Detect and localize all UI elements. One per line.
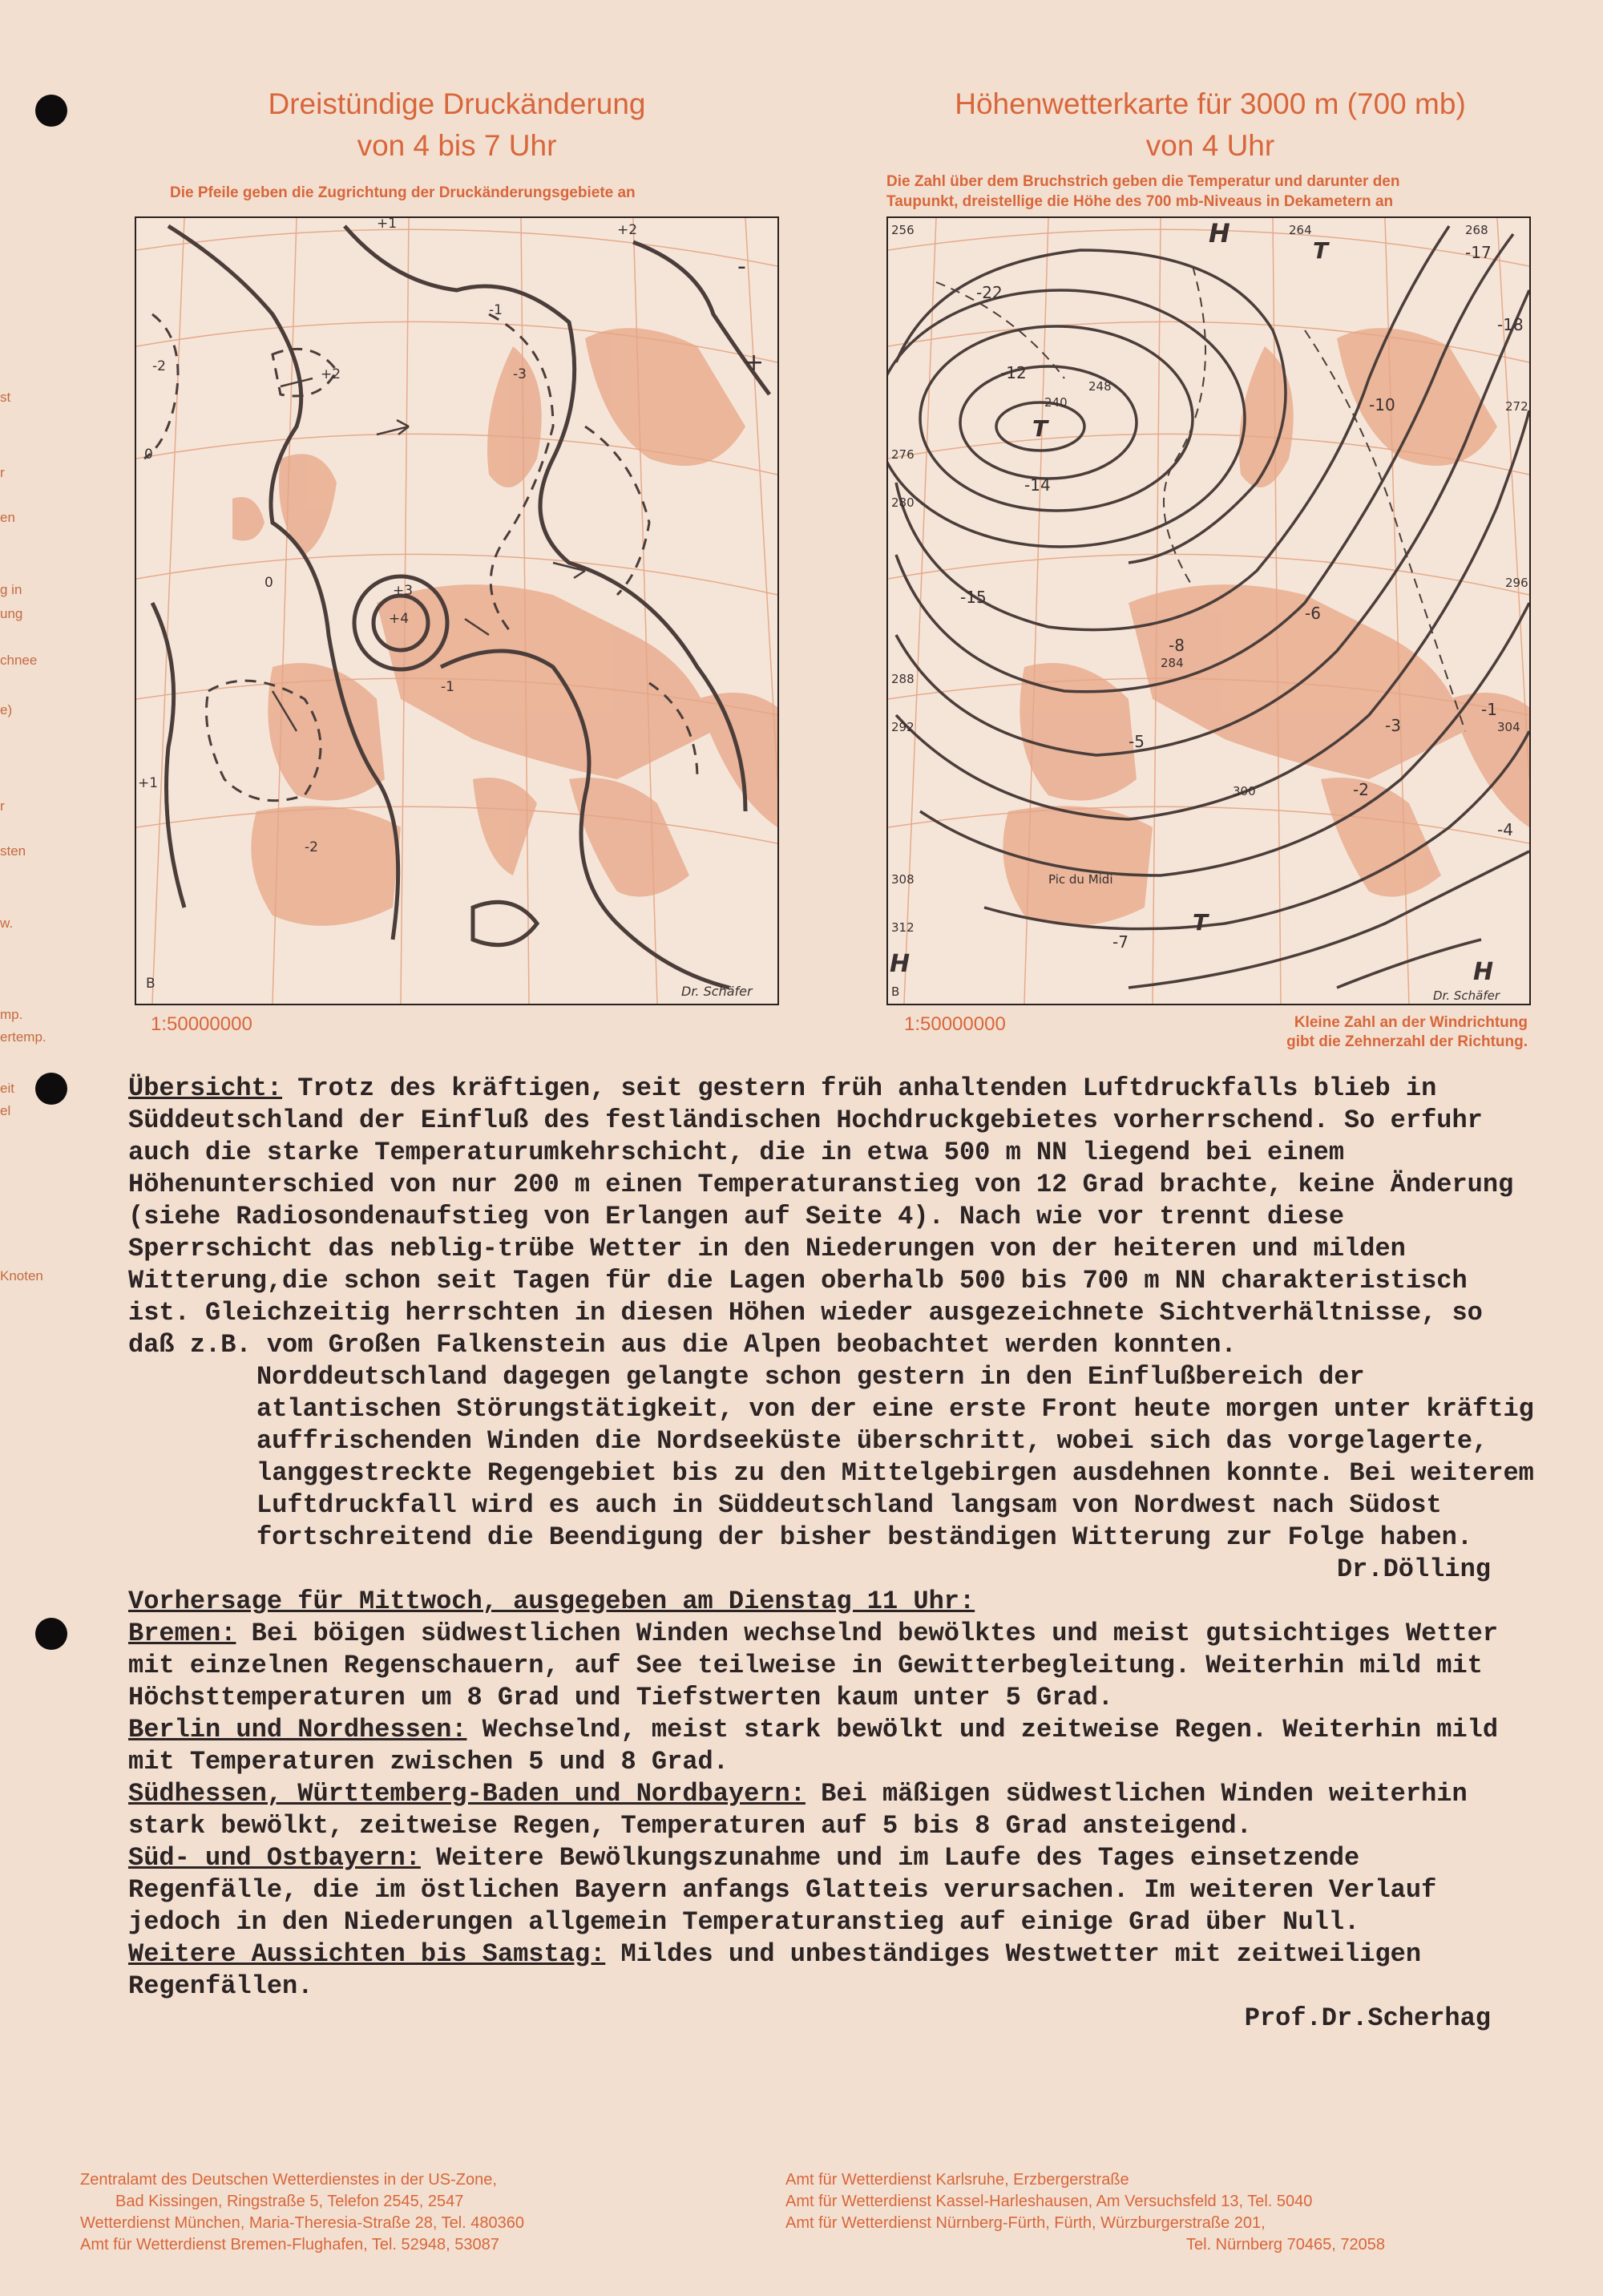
right-map-label: -1 <box>1481 700 1497 719</box>
forecast-heading <box>128 1586 1539 1618</box>
left-map-label: +2 <box>617 222 638 238</box>
left-map-label: +1 <box>377 218 398 232</box>
right-map-drawing <box>888 218 1529 1004</box>
right-map-title-line2: von 4 Uhr <box>1145 129 1275 162</box>
left-map-label: -3 <box>513 366 527 382</box>
right-map-scale: 1:50000000 <box>904 1013 1006 1035</box>
right-map-label: -6 <box>1305 604 1321 623</box>
bremen-heading: Bremen: <box>128 1619 236 1648</box>
right-map-label: H <box>1473 958 1494 986</box>
right-map-subtitle <box>886 172 1544 212</box>
suedhessen-paragraph <box>128 1778 1539 1842</box>
right-map-label: -4 <box>1497 820 1513 839</box>
margin-note: en <box>0 510 15 525</box>
footer-line: Amt für Wetterdienst Nürnberg-Fürth, Fürth, Würzburgerstraße 201, <box>785 2214 1266 2232</box>
right-map-label: -3 <box>1385 716 1401 735</box>
right-map-label: Pic du Midi <box>1048 872 1113 887</box>
right-map-note-line2: gibt die Zehnerzahl der Richtung. <box>1286 1033 1528 1050</box>
right-map-label: 300 <box>1233 784 1256 798</box>
left-map-label: -2 <box>152 358 166 374</box>
right-map-label: -10 <box>1369 395 1395 414</box>
outlook-body: Mildes und unbeständiges Westwetter mit zeitweiligen Regenfällen. <box>128 1939 1422 2001</box>
overview-heading: Übersicht: <box>128 1073 283 1103</box>
margin-note: w. <box>0 916 14 931</box>
right-map-label: 240 <box>1044 395 1068 410</box>
ostbayern-paragraph <box>128 1842 1539 1938</box>
bremen-paragraph <box>128 1618 1539 1714</box>
right-map-label: -8 <box>1169 636 1185 655</box>
margin-note: mp. <box>0 1007 23 1022</box>
left-map-label: - <box>737 253 746 281</box>
margin-note: sten <box>0 843 26 859</box>
right-map-label: 248 <box>1088 379 1112 394</box>
footer-line: Bad Kissingen, Ringstraße 5, Telefon 2545, 2547 <box>115 2193 464 2210</box>
footer-left <box>80 2169 769 2256</box>
right-map-label: -14 <box>1024 475 1051 495</box>
right-map-label: 280 <box>891 495 915 510</box>
left-map-label: +3 <box>393 583 414 599</box>
footer-line: Amt für Wetterdienst Bremen-Flughafen, Tel. 52948, 53087 <box>80 2236 499 2254</box>
bremen-body: Bei böigen südwestlichen Winden wechselnd bewölktes und meist gutsichtiges Wetter mit einzelnen Regenschauern, auf See teilweise in Gewitterbegleitung. Weiterhin mild mit Höchsttemperaturen um 8 Grad und Tiefstwerten kaum unter 5 Grad. <box>128 1619 1499 1712</box>
overview-paragraph <box>128 1073 1539 1361</box>
margin-note: Knoten <box>0 1268 43 1283</box>
left-map-title-line1: Dreistündige Druckänderung <box>268 87 646 120</box>
right-map-label: H <box>1209 218 1230 249</box>
berlin-body: Wechselnd, meist stark bewölkt und zeitweise Regen. Weiterhin mild mit Temperaturen zwischen 5 und 8 Grad. <box>128 1715 1499 1777</box>
suedhessen-heading: Südhessen, Württemberg-Baden und Nordbayern: <box>128 1779 806 1809</box>
right-map-label: 264 <box>1289 223 1312 237</box>
outlook-heading: Weitere Aussichten bis Samstag: <box>128 1939 606 1969</box>
margin-note: e) <box>0 702 13 718</box>
left-map-scale: 1:50000000 <box>151 1013 252 1035</box>
ostbayern-heading: Süd- und Ostbayern: <box>128 1843 421 1873</box>
left-map-label: 0 <box>264 575 273 591</box>
signature-doelling: Dr.Dölling <box>1336 1554 1491 1584</box>
footer-line: Wetterdienst München, Maria-Theresia-Straße 28, Tel. 480360 <box>80 2214 524 2232</box>
footer-right <box>785 2169 1555 2256</box>
right-map-label: 256 <box>891 223 915 237</box>
margin-note: r <box>0 465 5 480</box>
right-map-label: -15 <box>960 588 987 607</box>
right-map-subtitle-line1: Die Zahl über dem Bruchstrich geben die Temperatur und darunter den <box>886 173 1400 190</box>
report-text <box>128 1073 1539 2035</box>
left-map-label: -1 <box>441 679 454 695</box>
right-map-label: 312 <box>891 920 915 935</box>
right-map-label: 276 <box>891 447 915 462</box>
punch-hole <box>35 1618 67 1650</box>
second-paragraph <box>128 1361 1539 1554</box>
left-map-label: +2 <box>321 366 341 382</box>
left-map-label: -2 <box>305 839 318 855</box>
margin-note: ertemp. <box>0 1029 46 1045</box>
right-map-label: 288 <box>891 672 915 686</box>
right-map-label: 304 <box>1497 720 1520 734</box>
right-map-image <box>886 216 1531 1005</box>
right-map-credit: Dr. Schäfer <box>1433 988 1500 1003</box>
right-map-label: -7 <box>1112 932 1129 952</box>
footer-line: Amt für Wetterdienst Kassel-Harleshausen, Am Versuchsfeld 13, Tel. 5040 <box>785 2193 1313 2210</box>
right-map-label: 272 <box>1505 399 1528 414</box>
left-map-label: -1 <box>489 302 503 318</box>
right-map-label: -17 <box>1465 243 1492 262</box>
left-map-label: 0 <box>144 447 153 463</box>
left-map-drawing <box>136 218 777 1004</box>
right-map-title <box>882 83 1539 167</box>
right-map-title-line1: Höhenwetterkarte für 3000 m (700 mb) <box>955 87 1466 120</box>
left-map-image <box>135 216 779 1005</box>
overview-body: Trotz des kräftigen, seit gestern früh anhaltenden Luftdruckfalls blieb in Süddeutschland der Einfluß des festländischen Hochdruckgebietes vorherrschend. So erfuhr auch die starke Temperaturumkehrschicht, die in etwa 500 m NN liegend bei einem Höhenunterschied von nur 200 m einen Temperaturanstieg von 12 Grad brachte, keine Änderung (siehe Radiosondenaufstieg von Erlangen auf Seite 4). Nach wie vor trennt diese Sperrschicht das neblig-trübe Wetter in den Niederungen von der heiteren und milden Witterung,die schon seit Tagen für die Lagen oberhalb 500 bis 700 m NN charakteristisch ist. Gleichzeitig herrschten in diesen Höhen wieder ausgezeichnete Sichtverhältnisse, so daß z.B. vom Großen Falkenstein aus die Alpen beobachtet werden konnten. <box>128 1073 1514 1360</box>
right-map-label: -5 <box>1129 732 1145 751</box>
right-map-note <box>1170 1013 1528 1052</box>
forecast-heading-text: Vorhersage für Mittwoch, ausgegeben am Dienstag 11 Uhr: <box>128 1587 975 1616</box>
left-map-label: +4 <box>389 611 410 627</box>
outlook-paragraph <box>128 1938 1539 2003</box>
right-map-label: T <box>1032 415 1048 442</box>
right-map-label: -18 <box>1497 315 1524 334</box>
right-map-subtitle-line2: Taupunkt, dreistellige die Höhe des 700 mb-Niveaus in Dekametern an <box>886 193 1394 210</box>
footer-line: Tel. Nürnberg 70465, 72058 <box>1186 2236 1385 2254</box>
second-body: Norddeutschland dagegen gelangte schon gestern in den Einflußbereich der atlantischen Störungstätigkeit, von der eine erste Front heute morgen unter kräftig auffrischenden Winden die Nordseeküste überschritt, wobei sich das vorgelagerte, langgestreckte Regengebiet bis zu den Mittelgebirgen ausdehnen konnte. Bei weiterem Luftdruckfall wird es auch in Süddeutschland langsam von Nordwest nach Südost fortschreitend die Beendigung der bisher beständigen Witterung zur Folge haben. <box>256 1362 1534 1552</box>
right-map-label: -22 <box>976 283 1003 302</box>
left-map-label: + <box>744 349 765 377</box>
left-map-title <box>136 83 777 167</box>
margin-note: chnee <box>0 653 38 668</box>
ostbayern-body: Weitere Bewölkungszunahme und im Laufe des Tages einsetzende Regenfälle, die im östlichen Bayern anfangs Glatteis verursachen. Im weiteren Verlauf jedoch in den Niederungen allgemein Temperaturanstieg auf einige Grad über Null. <box>128 1843 1437 1937</box>
right-map-label: -2 <box>1353 780 1369 799</box>
margin-note: eit <box>0 1081 14 1096</box>
right-map-label: T <box>1313 237 1329 264</box>
right-map-label: -12 <box>1000 363 1027 382</box>
left-map-label: B <box>146 976 155 992</box>
berlin-paragraph <box>128 1714 1539 1778</box>
right-map-label: 284 <box>1161 656 1184 670</box>
left-map-title-line2: von 4 bis 7 Uhr <box>357 129 557 162</box>
margin-note: g in <box>0 582 22 597</box>
right-map-label: 296 <box>1505 576 1528 590</box>
right-map-label: 308 <box>891 872 915 887</box>
left-map-subtitle: Die Pfeile geben die Zugrichtung der Druckänderungsgebiete an <box>170 184 636 201</box>
suedhessen-body: Bei mäßigen südwestlichen Winden weiterhin stark bewölkt, zeitweise Regen, Temperaturen auf 5 bis 8 Grad ansteigend. <box>128 1779 1468 1841</box>
footer-line: Zentralamt des Deutschen Wetterdienstes in der US-Zone, <box>80 2171 497 2189</box>
margin-note: st <box>0 390 11 405</box>
right-map-label: B <box>891 984 900 999</box>
right-map-label: H <box>890 950 911 978</box>
right-map-label: T <box>1193 909 1209 936</box>
punch-hole <box>35 95 67 127</box>
margin-note: ung <box>0 606 23 621</box>
berlin-heading: Berlin und Nordhessen: <box>128 1715 467 1744</box>
left-map-credit: Dr. Schäfer <box>681 984 753 999</box>
signature-scherhag: Prof.Dr.Scherhag <box>1244 2003 1491 2033</box>
footer-line: Amt für Wetterdienst Karlsruhe, Erzbergerstraße <box>785 2171 1129 2189</box>
margin-note: el <box>0 1103 11 1118</box>
punch-hole <box>35 1073 67 1105</box>
right-map-label: 268 <box>1465 223 1488 237</box>
left-map-label: +1 <box>138 775 159 791</box>
right-map-note-line1: Kleine Zahl an der Windrichtung <box>1294 1014 1528 1031</box>
right-map-label: 292 <box>891 720 915 734</box>
margin-note: r <box>0 798 5 814</box>
